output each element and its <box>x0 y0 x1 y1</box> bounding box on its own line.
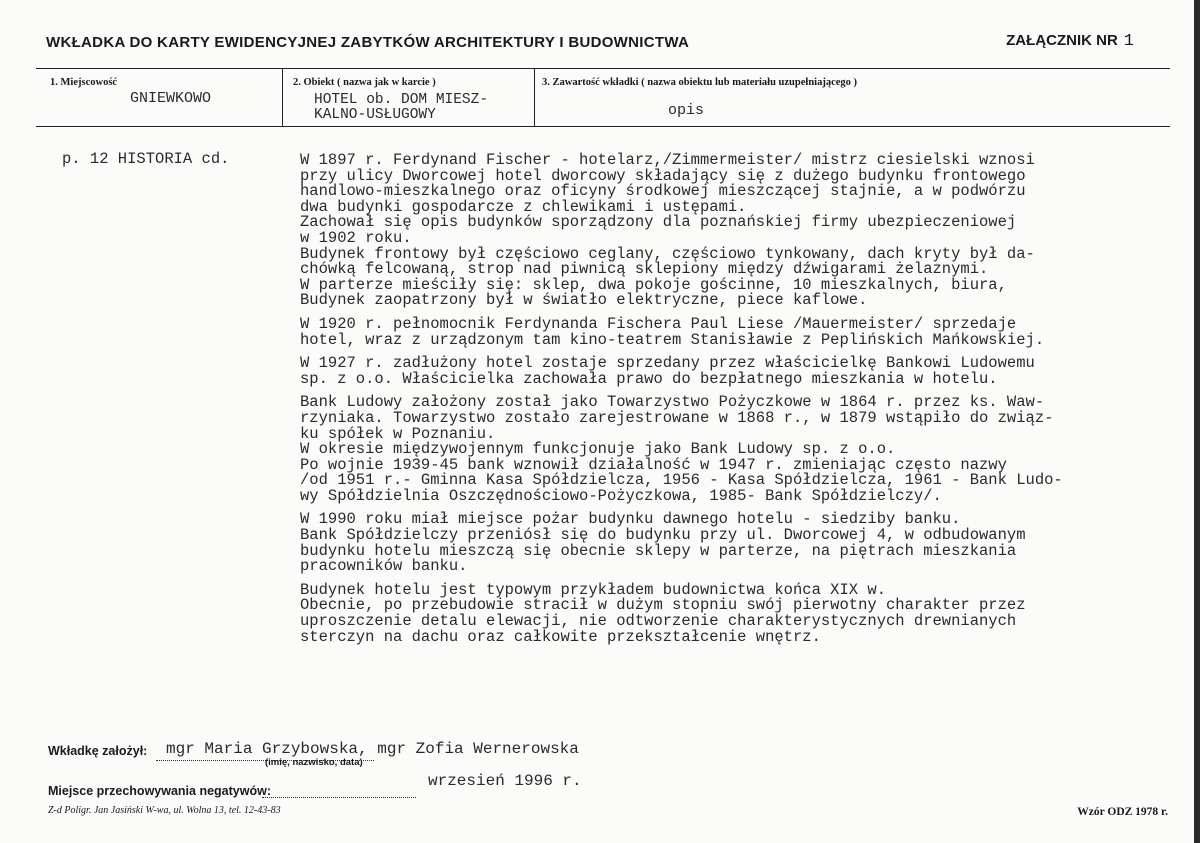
text-line: /od 1951 r.- Gminna Kasa Spółdzielcza, 1956 - Kasa Spółdzielcza, 1961 - Bank Ludo- <box>300 471 1063 490</box>
prepared-by-label: Wkładkę założył: <box>48 744 148 758</box>
text-line: handlowo-mieszkalnego oraz oficyny środkowej mieszczącej stajnie, a w podwórzu <box>300 182 1026 201</box>
field-1-label: 1. Miejscowość <box>50 77 118 88</box>
text-line: uproszczenie detalu elewacji, nie odtworzenie charakterystycznych drewnianych <box>300 612 1017 631</box>
text-line: W 1920 r. pełnomocnik Ferdynanda Fischera Paul Liese /Mauermeister/ sprzedaje <box>300 314 1017 333</box>
text-line: w 1902 roku. <box>300 228 412 247</box>
negatives-location-label: Miejsce przechowywania negatywów: <box>48 784 271 798</box>
text-line: hotel, wraz z urządzonym tam kino-teatrem Stanisławie z Peplińskich Mańkowskiej. <box>300 330 1045 349</box>
text-line: pracowników banku. <box>300 557 468 576</box>
text-line: wy Spółdzielnia Oszczędnościowo-Pożyczkowa, 1985- Bank Spółdzielczy/. <box>300 486 942 505</box>
text-line: W 1990 roku miał miejsce pożar budynku dawnego hotelu - siedziby banku. <box>300 510 961 529</box>
text-line: dwa budynki gospodarcze z chlewikami i ustępami. <box>300 197 747 216</box>
name-date-caption: (imię, nazwisko, data) <box>265 757 363 768</box>
text-line: Budynek hotelu jest typowym przykładem budownictwa końca XIX w. <box>300 580 886 599</box>
attachment-number <box>1006 32 1134 51</box>
form-template-number: Wzór ODZ 1978 r. <box>1077 806 1168 818</box>
text-line: sp. z o.o. Właścicielka zachowała prawo do bezpłatnego mieszkania w hotelu. <box>300 369 998 388</box>
text-line: Bank Spółdzielczy przeniósł się do budynku przy ul. Dworcowej 4, w odbudowanym <box>300 526 1026 545</box>
section-label: p. 12 HISTORIA cd. <box>62 150 230 168</box>
printer-imprint: Z-d Poligr. Jan Jasiński W-wa, ul. Wolna 13, tel. 12-43-83 <box>48 805 281 816</box>
text-line: Zachował się opis budynków sporządzony dla poznańskiej firmy ubezpieczeniowej <box>300 213 1017 232</box>
text-line: W 1897 r. Ferdynand Fischer - hotelarz,/Zimmermeister/ mistrz ciesielski wznosi <box>300 151 1035 169</box>
paragraph <box>300 153 1150 309</box>
field-2-label: 2. Obiekt ( nazwa jak w karcie ) <box>293 77 436 88</box>
header-top-rule <box>36 68 1170 69</box>
paragraph <box>300 314 1150 349</box>
attachment-label: ZAŁĄCZNIK NR <box>1006 32 1118 49</box>
text-line: Bank Ludowy założony został jako Towarzystwo Pożyczkowe w 1864 r. przez ks. Waw- <box>300 393 1045 412</box>
card-title: WKŁADKA DO KARTY EWIDENCYJNEJ ZABYTKÓW ARCHITEKTURY I BUDOWNICTWA <box>46 34 690 51</box>
fields-bottom-rule <box>36 126 1170 127</box>
text-line: Budynek frontowy był częściowo ceglany, częściowo tynkowany, dach kryty był da- <box>300 244 1035 263</box>
paragraph <box>300 356 1150 387</box>
text-line: ku spółek w Poznaniu. <box>300 424 496 443</box>
field-3-value: opis <box>668 102 705 119</box>
text-line: Obecnie, po przebudowie stracił w dużym stopniu swój pierwotny charakter przez <box>300 596 1026 615</box>
text-line: przy ulicy Dworcowej hotel dworcowy składający się z dużego budynku frontowego <box>300 166 1026 185</box>
text-line: rzyniaka. Towarzystwo zostało zarejestrowane w 1868 r., w 1879 wstąpiło do związ- <box>300 408 1054 427</box>
field-1-value: GNIEWKOWO <box>130 90 212 107</box>
paragraph <box>300 512 1150 574</box>
text-line: budynku hotelu mieszczą się obecnie sklepy w parterze, na piętrach mieszkania <box>300 541 1017 560</box>
text-line: Po wojnie 1939-45 bank wznowił działalność w 1947 r. zmieniając często nazwy <box>300 455 1007 474</box>
field-2-line-1: HOTEL ob. DOM MIESZ- <box>314 92 489 108</box>
attachment-value: 1 <box>1123 32 1134 51</box>
author-names: mgr Maria Grzybowska, mgr Zofia Wernerowska <box>166 740 579 758</box>
paragraph <box>300 580 1150 646</box>
prepared-date: wrzesień 1996 r. <box>428 772 582 790</box>
text-line: Budynek zaopatrzony był w światło elektryczne, piece kaflowe. <box>300 291 868 310</box>
description-body <box>300 153 1150 653</box>
field-2-line-2: KALNO-USŁUGOWY <box>314 107 436 123</box>
field-2-value <box>314 93 544 123</box>
field-divider-1 <box>282 68 283 126</box>
text-line: sterczyn na dachu oraz całkowite przekształcenie wnętrz. <box>300 627 821 646</box>
text-line: chówką felcowaną, strop nad piwnicą sklepiony między dźwigarami żelaznymi. <box>300 260 989 279</box>
text-line: W okresie międzywojennym funkcjonuje jako Bank Ludowy sp. z o.o. <box>300 440 896 459</box>
paragraph <box>300 395 1150 504</box>
field-3-label: 3. Zawartość wkładki ( nazwa obiektu lub materiału uzupełniającego ) <box>542 77 858 88</box>
text-line: W parterze mieściły się: sklep, dwa pokoje gościnne, 10 mieszkalnych, biura, <box>300 275 1007 294</box>
negatives-dotted-line <box>262 797 416 798</box>
text-line: W 1927 r. zadłużony hotel zostaje sprzedany przez właścicielkę Bankowi Ludowemu <box>300 354 1035 373</box>
